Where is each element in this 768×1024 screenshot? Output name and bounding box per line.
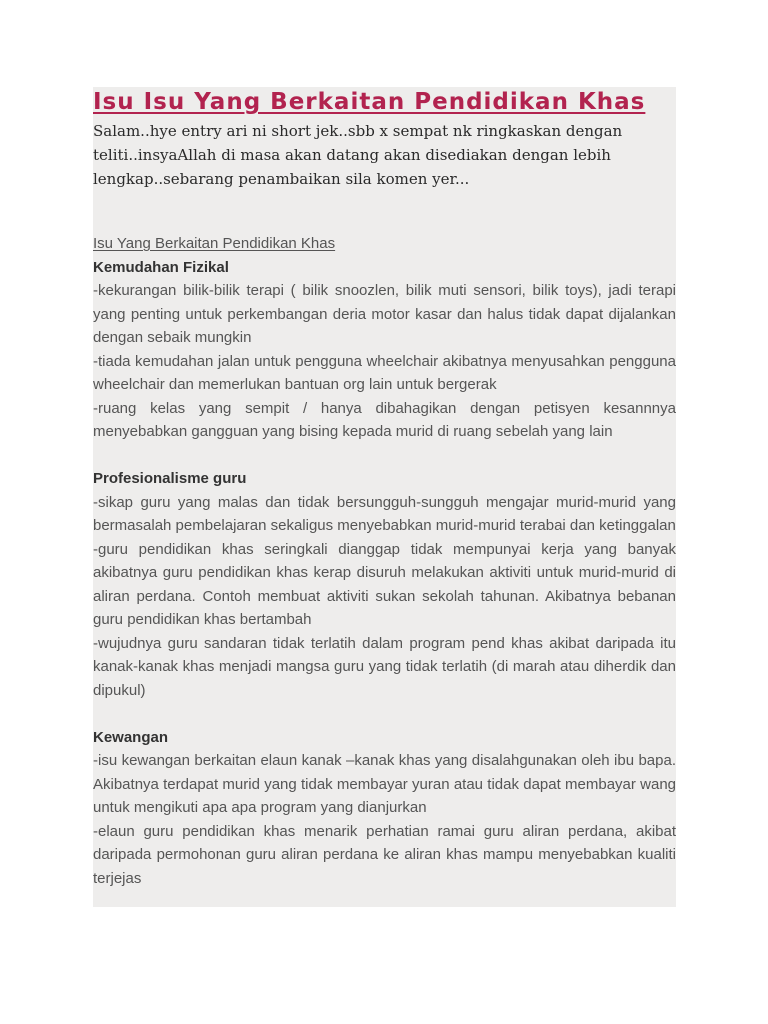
spacer (93, 702, 676, 726)
spacer (93, 444, 676, 468)
heading-profesionalisme-guru: Profesionalisme guru (93, 470, 247, 487)
paragraph-item: -guru pendidikan khas seringkali dianggap tidak mempunyai kerja yang banyak akibatnya guru pendidikan khas kerap disuruh melakukan aktiviti untuk murid-murid di aliran perdana. Contoh membuat aktiviti sukan sekolah tahunan. Akibatnya bebanan guru pendidikan khas bertambah (93, 540, 676, 628)
section-title-link[interactable]: Isu Yang Berkaitan Pendidikan Khas (93, 235, 336, 252)
heading-kemudahan-fizikal: Kemudahan Fizikal (93, 258, 229, 276)
post-title[interactable]: Isu Isu Yang Berkaitan Pendidikan Khas (93, 89, 646, 115)
paragraph-item: -kekurangan bilik-bilik terapi ( bilik snoozlen, bilik muti sensori, bilik toys), jadi terapi yang penting untuk perkembangan deria motor kasar dan halus tidak dapat dijalankan dengan sebaik mungkin (93, 282, 676, 346)
heading-kewangan: Kewangan (93, 728, 169, 746)
paragraph-item: -wujudnya guru sandaran tidak terlatih dalam program pend khas akibat daripada itu kanak-kanak khas menjadi mangsa guru yang tidak terlatih (di marah atau diherdik dan dipukul) (93, 634, 676, 699)
paragraph-item: -tiada kemudahan jalan untuk pengguna wheelchair akibatnya menyusahkan pengguna wheelchair dan memerlukan bantuan org lain untuk bergerak (93, 352, 676, 393)
paragraph-item: -isu kewangan berkaitan elaun kanak –kanak khas yang disalahgunakan oleh ibu bapa. Akibatnya terdapat murid yang tidak membayar yuran atau tidak dapat membayar wang untuk mengikuti apa apa program yang dianjurkan (93, 752, 676, 816)
blog-post (93, 87, 676, 907)
post-intro: Salam..hye entry ari ni short jek..sbb x sempat nk ringkaskan dengan teliti..insyaAllah di masa akan datang akan disediakan dengan lebih lengkap..sebarang penambaikan sila komen yer... (93, 122, 623, 188)
paragraph-item: -ruang kelas yang sempit / hanya dibahagikan dengan petisyen kesannnya menyebabkan gangguan yang bising kepada murid di ruang sebelah yang lain (93, 399, 676, 440)
paragraph-item: -sikap guru yang malas dan tidak bersungguh-sungguh mengajar murid-murid yang bermasalah pembelajaran sekaligus menyebabkan murid-murid terabai dan ketinggalan (93, 493, 676, 534)
paragraph-item: -elaun guru pendidikan khas menarik perhatian ramai guru aliran perdana, akibat daripada permohonan guru aliran perdana ke aliran khas mampu menyebabkan kualiti terjejas (93, 822, 676, 887)
